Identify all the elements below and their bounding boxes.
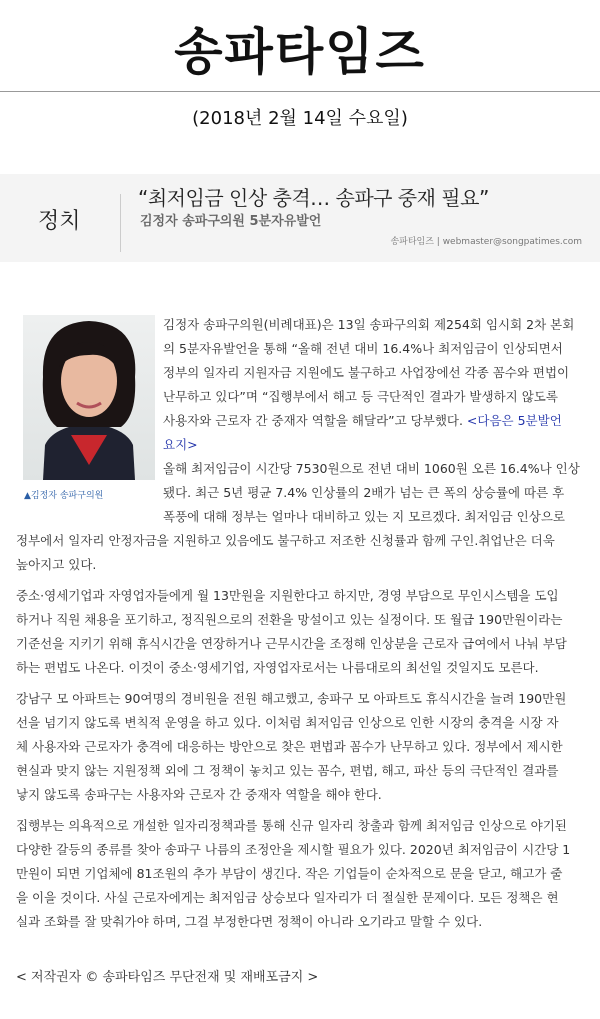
text-line-content: 중소·영세기업과 자영업자들에게 월 13만원을 지원한다고 하지만, 경영 부담으로 무인시스템을 도입 [16,588,559,603]
portrait-image [23,315,155,480]
text-line-content: 기준선을 지키기 위해 휴식시간을 연장하거나 근무시간을 조정해 인상분을 근로자 급여에서 나눠 부담 [16,636,567,651]
text-line-content: 김정자 송파구의원(비례대표)은 13일 송파구의회 제254회 임시회 2차 본회 [163,317,575,332]
text-line-content: 정부의 일자리 지원자금 지원에도 불구하고 사업장에선 각종 꼼수와 편법이 [163,365,570,380]
text-line [163,337,574,361]
byline: 송파타임즈 | webmaster@songpatimes.com [390,237,582,247]
next-section-link-cont[interactable]: 요지> [163,437,198,452]
section-label: 정치 [38,209,81,234]
paragraph-5 [16,814,570,934]
text-line-content: 하는 편법도 나온다. 이것이 중소·영세기업, 자영업자로서는 나름대로의 최선일 것일지도 모른다. [16,660,539,675]
article-subhead: 김정자 송파구의원 5분자유발언 [140,214,322,229]
text-line [16,910,570,934]
text-line-content: 선을 넘기지 않도록 변칙적 운영을 하고 있다. 이처럼 최저임금 인상으로 인한 시장의 충격을 시장 자 [16,715,559,730]
text-line-content: 강남구 모 아파트는 90여명의 경비원을 전원 해고했고, 송파구 모 아파트도 휴식시간을 늘려 190만원 [16,691,567,706]
text-line [16,783,566,807]
text-line [16,632,567,656]
paragraph-2 [163,457,580,529]
text-line-content: 높아지고 있다. [16,557,97,572]
text-line [163,409,574,433]
text-line-content: 낳지 않도록 송파구는 사용자와 근로자 간 중재자 역할을 해야 한다. [16,787,382,802]
text-line-content: 올해 최저임금이 시간당 7530원으로 전년 대비 1060원 오른 16.4%나 인상 [163,461,580,476]
text-line [163,313,574,337]
paragraph-4 [16,687,566,807]
text-line [163,505,580,529]
photo-caption: ▲김정자 송파구의원 [24,491,104,501]
site-logo[interactable]: 송파타임즈 [174,23,426,81]
text-line [163,433,574,457]
copyright-notice: < 저작권자 © 송파타임즈 무단전재 및 재배포금지 > [16,970,319,985]
text-line [16,687,566,711]
paragraph-2-cont [16,529,555,577]
text-line [16,862,570,886]
text-line [16,608,567,632]
text-line [16,886,570,910]
text-line [16,553,555,577]
text-line-content: 실과 조화를 잘 맞춰가야 하며, 그걸 부정한다면 정책이 아니라 오기라고 말할 수 있다. [16,914,483,929]
text-line [16,529,555,553]
text-line-content: 됐다. 최근 5년 평균 7.4% 인상률의 2배가 넘는 큰 폭의 상승률에 따른 후 [163,485,565,500]
paragraph-3 [16,584,567,680]
text-line-content: 폭풍에 대해 정부는 얼마나 대비하고 있는 지 모르겠다. 최저임금 인상으로 [163,509,565,524]
text-line [16,656,567,680]
text-line [16,584,567,608]
article-header [0,174,600,262]
text-line-content: 사용자와 근로자 간 중재자 역할을 해달라”고 당부했다. [163,413,467,428]
text-line-content: 정부에서 일자리 안정자금을 지원하고 있음에도 불구하고 저조한 신청률과 함께 구인.취업난은 더욱 [16,533,555,548]
issue-date: (2018년 2월 14일 수요일) [192,108,408,129]
text-line-content: 체 사용자와 근로자가 충격에 대응하는 방안으로 찾은 편법과 꼼수가 난무하고 있다. 정부에서 제시한 [16,739,563,754]
text-line-content: 다양한 갈등의 종류를 찾아 송파구 나름의 조정안을 제시할 필요가 있다. 2020년 최저임금이 시간당 1 [16,842,571,857]
text-line-content: 을 이을 것이다. 사실 근로자에게는 최저임금 상승보다 일자리가 더 절실한 문제이다. 모든 정책은 현 [16,890,559,905]
text-line-content: 집행부는 의욕적으로 개설한 일자리정책과를 통해 신규 일자리 창출과 함께 최저임금 인상으로 야기된 [16,818,567,833]
next-section-link[interactable]: <다음은 5분발언 [466,413,562,428]
article-photo [23,315,155,480]
text-line [163,481,580,505]
text-line [163,457,580,481]
text-line [16,711,566,735]
text-line [163,361,574,385]
article-headline: “최저임금 인상 충격… 송파구 중재 필요” [138,186,489,210]
text-line-content: 현실과 맞지 않는 지원정책 외에 그 정책이 놓치고 있는 꼼수, 편법, 해고, 파산 등의 극단적인 결과를 [16,763,559,778]
text-line [163,385,574,409]
text-line [16,759,566,783]
text-line-content: 의 5분자유발언을 통해 “올해 전년 대비 16.4%나 최저임금이 인상되면서 [163,341,563,356]
text-line-content: 만원이 되면 기업체에 81조원의 추가 부담이 생긴다. 작은 기업들이 순차적으로 문을 닫고, 해고가 줄 [16,866,563,881]
text-line-content: 난무하고 있다”며 “집행부에서 해고 등 극단적인 결과가 발생하지 않도록 [163,389,558,404]
text-line-content: 하거나 직원 채용을 포기하고, 정직원으로의 전환을 망설이고 있는 실정이다. 또 월급 190만원이라는 [16,612,563,627]
text-line [16,735,566,759]
paragraph-1 [163,313,574,457]
text-line [16,814,570,838]
header-divider [0,91,600,92]
header-separator [120,194,121,252]
text-line [16,838,570,862]
